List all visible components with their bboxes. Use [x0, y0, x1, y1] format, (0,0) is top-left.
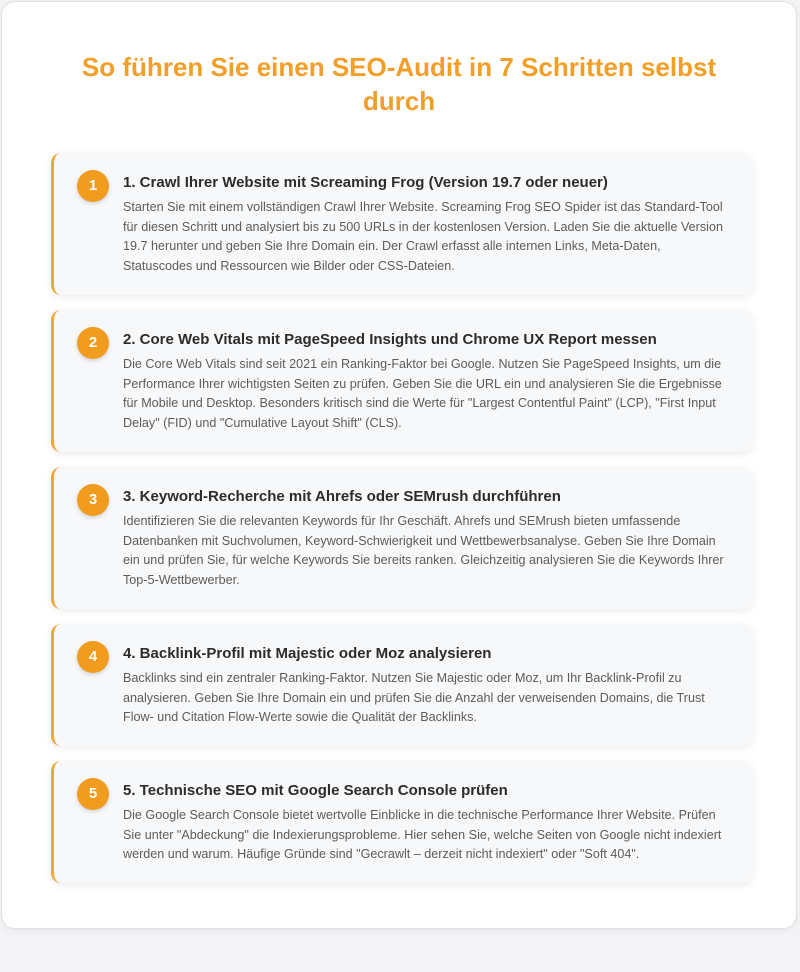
- step-number-badge: 4: [77, 641, 109, 673]
- step-description: Die Google Search Console bietet wertvolle Einblicke in die technische Performance Ihrer Website. Prüfen Sie unter "Abdeckung" die Indexierungsprobleme. Hier sehen Sie, welche Seiten von Google nicht indexiert werden und warum. Häufige Gründe sind "Gecrawlt – derzeit nicht indexiert" oder "Soft 404".: [123, 808, 722, 861]
- step-description: Identifizieren Sie die relevanten Keywords für Ihr Geschäft. Ahrefs und SEMrush bieten umfassende Datenbanken mit Suchvolumen, Keyword-Schwierigkeit und Wettbewerbsanalyse. Geben Sie Ihre Domain ein und prüfen Sie, für welche Keywords Sie bereits ranken. Gleichzeitig analysieren Sie die Keywords Ihrer Top-5-Wettbewerber.: [123, 514, 724, 587]
- step-description: Backlinks sind ein zentraler Ranking-Faktor. Nutzen Sie Majestic oder Moz, um Ihr Backlink-Profil zu analysieren. Geben Sie Ihre Domain ein und prüfen Sie die Anzahl der verweisenden Domains, die Trust Flow- und Citation Flow-Werte sowie die Qualität der Backlinks.: [123, 671, 705, 724]
- step-card-4: [51, 624, 753, 746]
- step-title: 4. Backlink-Profil mit Majestic oder Moz analysieren: [123, 645, 492, 662]
- step-card-3: [51, 467, 753, 609]
- step-description: Starten Sie mit einem vollständigen Crawl Ihrer Website. Screaming Frog SEO Spider ist das Standard-Tool für diesen Schritt und analysiert bis zu 500 URLs in der kostenlosen Version. Laden Sie die aktuelle Version 19.7 herunter und geben Sie Ihre Domain ein. Der Crawl erfasst alle internen Links, Meta-Daten, Statuscodes und Ressourcen wie Bilder oder CSS-Dateien.: [123, 200, 723, 273]
- step-card-5: [51, 761, 753, 883]
- step-title: 5. Technische SEO mit Google Search Console prüfen: [123, 782, 508, 799]
- step-number-badge: 3: [77, 484, 109, 516]
- step-description: Die Core Web Vitals sind seit 2021 ein Ranking-Faktor bei Google. Nutzen Sie PageSpeed Insights, um die Performance Ihrer wichtigsten Seiten zu prüfen. Geben Sie die URL ein und analysieren Sie die Ergebnisse für Mobile und Desktop. Besonders kritisch sind die Werte für "Largest Contentful Paint" (LCP), "First Input Delay" (FID) und "Cumulative Layout Shift" (CLS).: [123, 357, 722, 430]
- step-title: 3. Keyword-Recherche mit Ahrefs oder SEMrush durchführen: [123, 488, 561, 505]
- step-number-badge: 5: [77, 778, 109, 810]
- article-card: [1, 1, 797, 929]
- step-card-2: [51, 310, 753, 452]
- step-title: 1. Crawl Ihrer Website mit Screaming Frog (Version 19.7 oder neuer): [123, 174, 608, 191]
- step-number-badge: 1: [77, 170, 109, 202]
- step-title: 2. Core Web Vitals mit PageSpeed Insights und Chrome UX Report messen: [123, 331, 657, 348]
- step-card-1: [51, 153, 753, 295]
- step-number-badge: 2: [77, 327, 109, 359]
- page-title: So führen Sie einen SEO-Audit in 7 Schritten selbst durch: [81, 52, 717, 116]
